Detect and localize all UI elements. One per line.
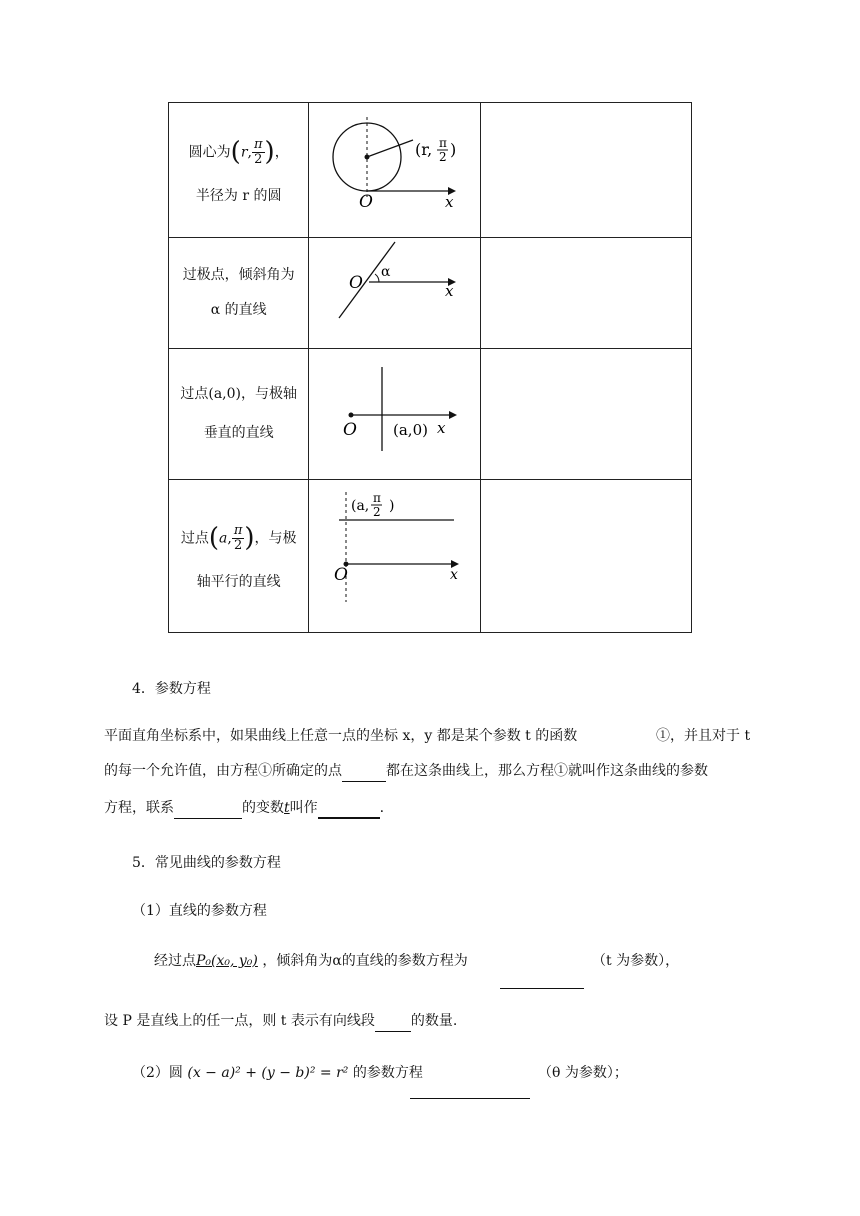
desc-var: a — [219, 530, 228, 547]
figure-cell — [309, 480, 481, 633]
answer-blank[interactable] — [318, 803, 380, 819]
answer-cell — [481, 103, 692, 238]
text: 的数量. — [410, 1013, 458, 1029]
variable-t: t — [284, 800, 290, 816]
answer-blank[interactable] — [500, 988, 584, 989]
frac-den: 2 — [233, 538, 243, 553]
answer-cell — [481, 480, 692, 633]
figure-cell — [309, 103, 481, 238]
desc-text: ， — [274, 144, 289, 161]
desc-text: 轴平行的直线 — [196, 574, 281, 590]
circle-figure — [309, 103, 480, 233]
desc-text: 半径为 r 的圆 — [195, 188, 282, 204]
text: （2）圆 — [132, 1065, 183, 1081]
desc-text: α 的直线 — [210, 302, 267, 318]
answer-blank[interactable] — [342, 767, 386, 782]
line-param-sentence — [154, 950, 468, 972]
text: 平面直角坐标系中，如果曲线上任意一点的坐标 x，y 都是某个参数 t 的函数 — [104, 728, 578, 744]
row-description: 圆心为(r, $\frac{\pi}{2}$ )， 半径为 r 的圆 — [169, 103, 309, 238]
text: 经过点 — [154, 953, 196, 969]
answer-blank[interactable] — [375, 1017, 411, 1032]
origin-label: O — [359, 192, 374, 212]
line-param-sentence2 — [104, 1010, 457, 1032]
text: . — [379, 800, 385, 816]
point-frac-num: π — [439, 136, 448, 150]
row-description — [169, 349, 309, 480]
point-frac-den: 2 — [373, 505, 382, 519]
row-description: 过点(a, $\frac{\pi}{2}$ )，与极 轴平行的直线 — [169, 480, 309, 633]
table-row — [169, 480, 692, 633]
text: ，倾斜角为α的直线的参数方程为 — [262, 953, 468, 969]
point-label: (a,0) — [393, 421, 429, 439]
table-row — [169, 103, 692, 238]
horizontal-line-figure — [309, 480, 480, 628]
frac-num: π — [253, 137, 263, 153]
desc-text: ，与极 — [254, 530, 297, 547]
section4-line1 — [104, 725, 577, 747]
figure-cell — [309, 349, 481, 480]
section4-line2 — [104, 760, 708, 782]
text: 设 P 是直线上的任一点，则 t 表示有向线段 — [104, 1013, 375, 1029]
axis-label: x — [445, 282, 454, 300]
table-row — [169, 349, 692, 480]
polar-equation-table — [168, 102, 692, 633]
point-p0: P₀(x₀, y₀) — [196, 953, 258, 969]
point-frac-num: π — [373, 491, 382, 505]
point-label-post: ) — [389, 498, 395, 514]
desc-var: r — [240, 144, 248, 161]
angle-label: α — [381, 264, 391, 280]
text: 的每一个允许值，由方程①所确定的点 — [104, 763, 342, 779]
desc-text: 过点(a,0)，与极轴 — [180, 386, 297, 402]
section5-sub1: （1）直线的参数方程 — [132, 903, 267, 919]
point-label-pre: (r, — [415, 140, 433, 159]
frac-num: π — [233, 523, 243, 539]
section4-line3 — [104, 797, 384, 819]
row-description — [169, 238, 309, 349]
text: 方程，联系 — [104, 800, 174, 816]
point-label-pre: (a, — [351, 498, 370, 514]
vertical-line-figure — [309, 349, 480, 475]
figure-cell — [309, 238, 481, 349]
origin-label: O — [349, 273, 364, 293]
axis-label: x — [450, 567, 459, 583]
line-angle-figure — [309, 238, 480, 344]
point-label-post: ) — [450, 140, 457, 159]
origin-label: O — [334, 565, 349, 585]
point-frac-den: 2 — [439, 150, 448, 164]
desc-text: 圆心为 — [188, 144, 231, 161]
answer-blank[interactable] — [410, 1098, 530, 1099]
text: 的参数方程 — [352, 1065, 423, 1081]
answer-blank[interactable] — [174, 804, 242, 819]
answer-cell — [481, 349, 692, 480]
circle-equation: (x − a)² + (y − b)² = r² — [187, 1065, 349, 1081]
desc-text: 过极点，倾斜角为 — [182, 267, 295, 283]
frac-den: 2 — [254, 152, 263, 167]
line-param-note: （t 为参数）， — [592, 953, 680, 969]
axis-label: x — [437, 419, 446, 437]
desc-text: 垂直的直线 — [203, 425, 274, 441]
section4-heading: 4．参数方程 — [132, 681, 211, 697]
desc-text: 过点 — [180, 530, 209, 547]
section5-heading: 5．常见曲线的参数方程 — [132, 855, 281, 871]
section4-line1-end: ①，并且对于 t — [656, 728, 751, 744]
answer-cell — [481, 238, 692, 349]
circle-param-note: （θ 为参数）； — [538, 1065, 628, 1081]
axis-label: x — [445, 193, 454, 211]
circle-param-sentence — [132, 1062, 423, 1084]
table-row — [169, 238, 692, 349]
text: 都在这条曲线上，那么方程①就叫作这条曲线的参数 — [386, 763, 708, 779]
text: 的变数 — [242, 800, 284, 816]
origin-label: O — [343, 420, 358, 440]
text: 叫作 — [289, 800, 318, 816]
